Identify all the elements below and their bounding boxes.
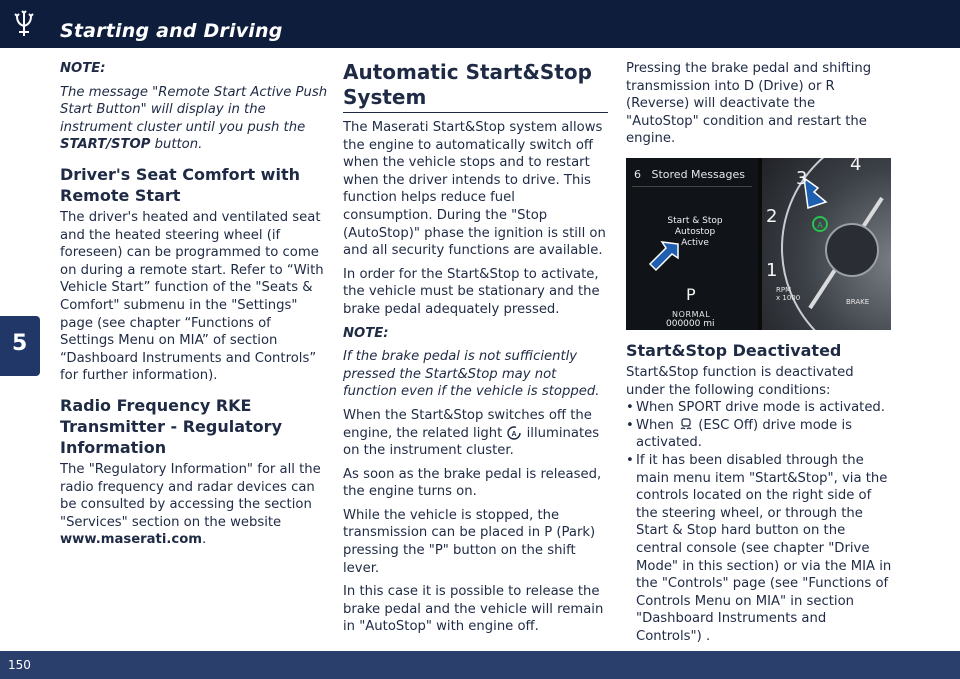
brake-release-paragraph: As soon as the brake pedal is released, the engine turns on. [343, 466, 602, 500]
chapter-number: 5 [12, 331, 28, 356]
page-number: 150 [8, 658, 31, 672]
maserati-website-link[interactable]: www.maserati.com [60, 532, 203, 548]
restart-paragraph: Pressing the brake pedal and shifting transmission into D (Drive) or R (Reverse) will deactivate the "AutoStop" condition and restart the engine. [626, 61, 872, 147]
rpm-label [776, 286, 800, 302]
tachometer [762, 158, 891, 330]
divider [632, 186, 752, 187]
list-item [626, 417, 892, 452]
column-1 [60, 60, 328, 555]
dial-number-2: 2 [766, 205, 778, 227]
note-text-part-3: button. [150, 137, 203, 153]
rke-paragraph [60, 461, 328, 549]
deactivated-intro: Start&Stop function is deactivated under the following conditions: [626, 364, 854, 398]
note-text-part-1: The message "Remote Start Active Push Start Button" will display in the instrument cluster until you push the [60, 84, 328, 135]
column-3 [626, 60, 892, 645]
page-header [0, 0, 960, 48]
heading-seat-comfort: Driver's Seat Comfort with Remote Start [60, 164, 300, 205]
bullet-prefix: When [636, 417, 679, 433]
heading-rke-transmitter: Radio Frequency RKE Transmitter - Regulatory Information [60, 395, 282, 457]
start-stop-activation: In order for the Start&Stop to activate, the vehicle must be stationary and the brake pedal adequately pressed. [343, 266, 600, 317]
message-count: 6 [634, 167, 641, 181]
start-stop-message: Start & Stop Autostop Active [667, 215, 723, 248]
section-title: Starting and Driving [60, 20, 283, 42]
odometer: 000000 mi [666, 318, 715, 329]
note-text-bold: START/STOP [60, 137, 151, 153]
chapter-tab [0, 316, 40, 376]
autostop-light-paragraph [343, 407, 608, 460]
bullet-text: (ESC Off) drive mode is activated. [636, 417, 853, 451]
maserati-trident-icon [8, 8, 40, 40]
autostop-text-b: illuminates on the instrument cluster. [343, 425, 600, 459]
svg-text:A: A [817, 220, 823, 230]
heading-start-stop-system: Automatic Start&Stop System [343, 60, 608, 113]
dial-number-3: 3 [796, 167, 808, 189]
rke-text-end: . [202, 532, 207, 548]
list-item: • If it has been disabled through the main menu item "Start&Stop", via the controls located on the right side of the steering wheel, or through the Start & Stop hard button on the central console (see chapter "Drive Mode" in this section) or via the MIA in the "Controls" page (see "Functions of Controls Menu on MIA" in section "Dashboard Instruments and Controls") . [626, 452, 892, 646]
tachometer-dial [762, 158, 891, 330]
svg-text:A: A [511, 430, 517, 438]
rpm-text: RPM [776, 285, 792, 294]
heading-start-stop-deactivated: Start&Stop Deactivated [626, 340, 842, 360]
autostop-remain-paragraph: In this case it is possible to release the brake pedal and the vehicle will remain in "AutoStop" with engine off. [343, 584, 604, 635]
brake-note: If the brake pedal is not sufficiently pressed the Start&Stop may not function even if the vehicle is stopped. [343, 349, 600, 400]
rpm-unit: x 1000 [776, 293, 801, 302]
dial-number-1: 1 [766, 259, 778, 281]
start-stop-indicator-icon [506, 425, 522, 441]
cluster-display [626, 158, 758, 330]
page-footer [0, 651, 960, 679]
autostop-text-a: When the Start&Stop switches off the engine, the related light [343, 407, 592, 441]
gear-indicator: P [686, 284, 696, 304]
instrument-cluster-image [626, 158, 891, 330]
park-paragraph: While the vehicle is stopped, the transmission can be placed in P (Park) pressing the "P" button on the shift lever. [343, 507, 596, 576]
brake-label: BRAKE [846, 297, 870, 306]
rke-text: The "Regulatory Information" for all the radio frequency and radar devices can be consulted by accessing the section "Services" section on the website [60, 461, 321, 530]
esc-off-icon [678, 417, 694, 433]
stored-messages-label: Stored Messages [651, 167, 745, 181]
note-label: NOTE: [60, 61, 106, 76]
start-stop-intro: The Maserati Start&Stop system allows the engine to automatically switch off when the vehicle stops and to restart when the driver intends to drive. This function helps reduce fuel consumption. During the "Stop (AutoStop)" phase the ignition is still on and all security functions are available. [343, 120, 606, 259]
column-2 [343, 60, 608, 642]
remote-start-note [60, 84, 328, 154]
pointer-arrow-icon [646, 240, 686, 280]
drive-mode-label: NORMAL [672, 309, 711, 319]
dial-number-4: 4 [850, 157, 862, 175]
seat-comfort-paragraph: The driver's heated and ventilated seat and the heated steering wheel (if foreseen) can be programmed to come on during a remote start. Refer to “With Vehicle Start” function of the "Seats & Comfort" submenu in the "Settings" page (see chapter “Functions of Settings Menu on MIA” of section “Dashboard Instruments and Controls” for further information). [60, 209, 324, 384]
stored-messages-bar [634, 166, 745, 184]
deactivation-conditions-list [626, 399, 892, 645]
list-item: • When SPORT drive mode is activated. [626, 399, 892, 417]
note-label-2: NOTE: [343, 325, 389, 341]
